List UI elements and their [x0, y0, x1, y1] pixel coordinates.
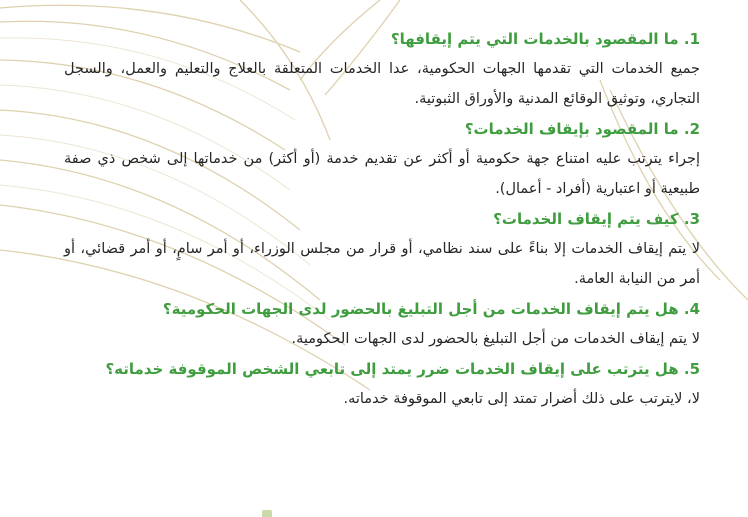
faq-answer-5: لا، لايترتب على ذلك أضرار تمتد إلى تابعي الموقوفة خدماته. [343, 391, 700, 407]
faq-question-5: 5. هل يترتب على إيقاف الخدمات ضرر يمتد إلى تابعي الشخص الموقوفة خدماته؟ [105, 360, 700, 378]
faq-question-1: 1. ما المقصود بالخدمات التي يتم إيقافها؟ [390, 30, 700, 48]
bottom-edge-mark [262, 510, 272, 517]
faq-answer-2: إجراء يترتب عليه امتناع جهة حكومية أو أكثر عن تقديم خدمة (أو أكثر) من خدماتها إلى شخص ذي صفة طبيعية أو اعتبارية (أفراد - أعمال). [64, 151, 700, 197]
faq-question-4: 4. هل يتم إيقاف الخدمات من أجل التبليغ بالحضور لدى الجهات الحكومية؟ [162, 300, 700, 318]
faq-list [64, 24, 700, 414]
faq-question-2: 2. ما المقصود بإيقاف الخدمات؟ [464, 120, 700, 138]
faq-answer-3: لا يتم إيقاف الخدمات إلا بناءً على سند نظامي، أو قرار من مجلس الوزراء، أو أمر سامٍ، أو أمر قضائي، أو أمر من النيابة العامة. [64, 241, 700, 287]
faq-answer-1: جميع الخدمات التي تقدمها الجهات الحكومية، عدا الخدمات المتعلقة بالعلاج والتعليم والعمل، والسجل التجاري، وتوثيق الوقائع المدنية والأوراق الثبوتية. [64, 61, 700, 107]
faq-answer-4: لا يتم إيقاف الخدمات من أجل التبليغ بالحضور لدى الجهات الحكومية. [291, 331, 700, 347]
faq-question-3: 3. كيف يتم إيقاف الخدمات؟ [493, 210, 700, 228]
